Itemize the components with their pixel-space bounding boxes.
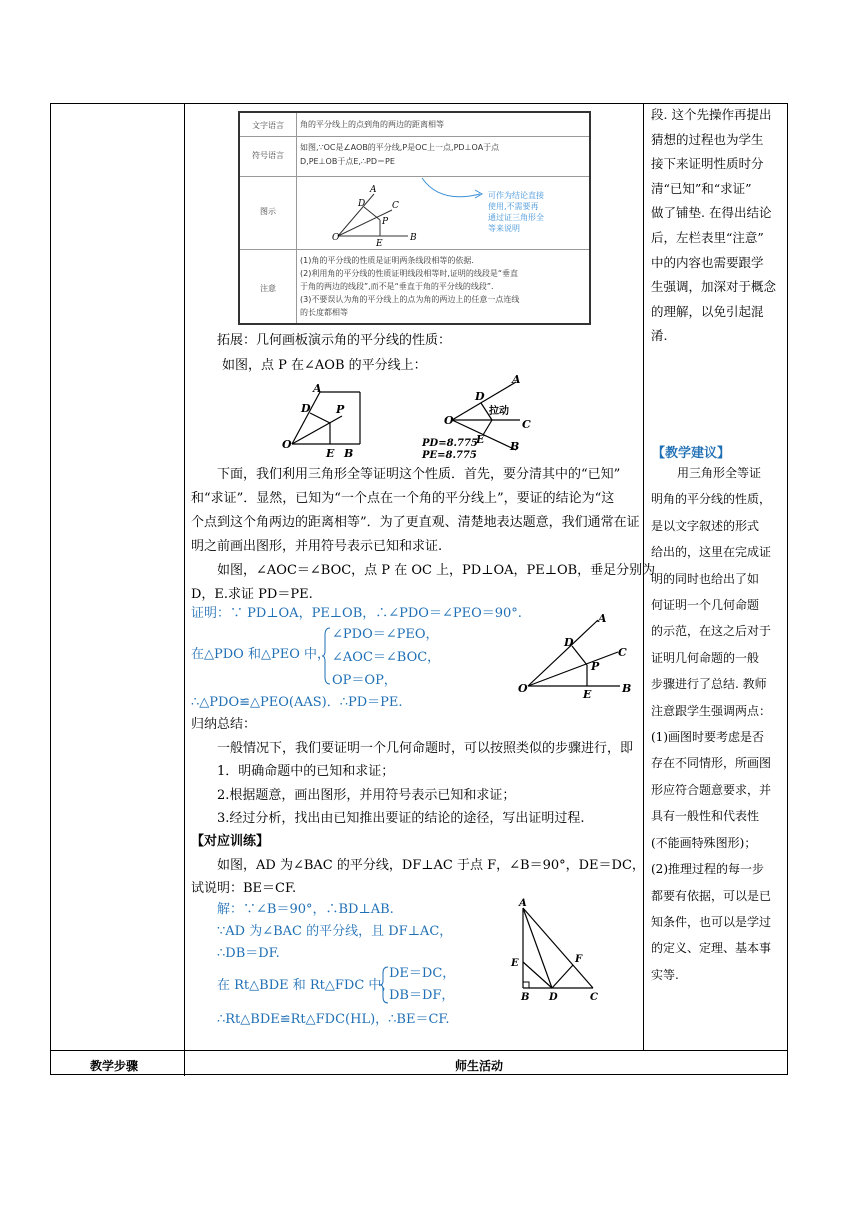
summary-line: 一般情况下，我们要证明一个几何命题时，可以按照类似的步骤进行，即 bbox=[217, 741, 634, 756]
svg-text:B: B bbox=[622, 682, 632, 695]
solution-line: 解：∵∠B＝90°，∴BD⊥AB. bbox=[217, 902, 394, 917]
extension-line: 拓展：几何画板演示角的平分线的性质： bbox=[217, 333, 452, 348]
svg-text:O: O bbox=[444, 414, 454, 427]
svg-text:PE=8.775: PE=8.775 bbox=[422, 450, 477, 461]
solution-line: ∵AD 为∠BAC 的平分线，且 DF⊥AC， bbox=[217, 924, 453, 939]
svg-text:E: E bbox=[583, 688, 592, 701]
proof-sys: ∠PDO＝∠PEO， bbox=[332, 627, 439, 642]
svg-text:拉动: 拉动 bbox=[489, 406, 509, 417]
svg-text:B: B bbox=[410, 233, 417, 243]
svg-text:O: O bbox=[332, 233, 340, 243]
practice-line: 试说明：BE＝CF. bbox=[191, 881, 297, 896]
row-content: (2)利用角的平分线的性质证明线段相等时,证明的线段是“垂直 bbox=[300, 269, 519, 278]
svg-text:C: C bbox=[618, 646, 627, 659]
summary-title: 归纳总结： bbox=[191, 717, 257, 732]
svg-text:E: E bbox=[511, 958, 519, 969]
practice-diagram bbox=[505, 896, 610, 1006]
advice-text: 用三角形全等证 明角的平分线的性质， 是以文字叙述的形式 给出的，这里在完成证 明的同时也给出了如 何证明一个几何命题 的示范，在这之后对于 证明几何命题的一般 步骤进行了总结. 教师 注意跟学生强调两点： (1)画图时要考虑是否 存在不同情形，所画图 形应符合题意要求，并 具有一般性和代表性 (不能画特殊图形)； (2)推理过程的每一步 都要有依据，可以是已 知条件，也可以是学过 的定义、定理、基本事 实等. bbox=[651, 466, 772, 982]
footer-steps: 教学步骤 bbox=[90, 1059, 139, 1073]
row-label: 文字语言 bbox=[252, 121, 284, 130]
figure-intro: 如图，点 P 在∠AOB 的平分线上： bbox=[222, 358, 427, 373]
callout-arrow bbox=[420, 166, 490, 206]
svg-text:P: P bbox=[591, 660, 600, 673]
row-content: D,PE⊥OB于点E,∴PD＝PE bbox=[300, 157, 395, 166]
solution-sys: DE＝DC， bbox=[389, 966, 456, 981]
right-note: 段. 这个先操作再提出 猜想的过程也为学生 接下来证明性质时分 清“已知”和“求证” 做了铺垫. 在得出结论 后，左栏表里“注意” 中的内容也需要跟学 生强调，加深对于概念 的理解，以免引起混 淆. bbox=[651, 107, 777, 344]
proof-end: ∴△PDO≌△PEO(AAS)．∴PD＝PE. bbox=[191, 695, 403, 710]
svg-text:B: B bbox=[510, 440, 520, 453]
svg-text:PD=8.775: PD=8.775 bbox=[422, 438, 478, 449]
summary-line: 1．明确命题中的已知和求证； bbox=[217, 764, 395, 779]
svg-text:A: A bbox=[370, 185, 377, 195]
svg-text:C: C bbox=[590, 992, 598, 1003]
proof-sys: OP＝OP， bbox=[332, 673, 397, 688]
solution-sys: DB＝DF， bbox=[389, 988, 455, 1003]
svg-text:E: E bbox=[326, 447, 335, 460]
solution-line: ∴DB＝DF. bbox=[217, 946, 280, 961]
practice-title: 【对应训练】 bbox=[191, 834, 270, 849]
row-content: 如图,∵OC是∠AOB的平分线,P是OC上一点,PD⊥OA于点 bbox=[300, 143, 500, 152]
summary-line: 2.根据题意，画出图形，并用符号表示已知和求证； bbox=[217, 788, 516, 803]
geometry-sketchpad-figures bbox=[280, 373, 580, 461]
paragraph-line: D，E.求证 PD＝PE. bbox=[191, 587, 313, 602]
svg-text:E: E bbox=[376, 239, 383, 249]
svg-text:O: O bbox=[518, 682, 528, 695]
footer-divider bbox=[51, 1050, 787, 1051]
row-content: 的长度都相等 bbox=[300, 308, 348, 317]
brace bbox=[322, 627, 332, 685]
footer-activities: 师生活动 bbox=[455, 1059, 504, 1073]
svg-text:B: B bbox=[344, 447, 354, 460]
callout-text: 可作为结论直接 使用,不需要再 通过证三角形全 等来说明 bbox=[488, 191, 544, 233]
svg-text:A: A bbox=[598, 612, 607, 625]
row-content: 角的平分线上的点到角的两边的距离相等 bbox=[300, 120, 444, 129]
proof-diagram bbox=[512, 608, 637, 701]
svg-text:A: A bbox=[512, 373, 521, 386]
svg-text:C: C bbox=[392, 201, 399, 211]
proof-sys: ∠AOC＝∠BOC， bbox=[332, 650, 441, 665]
summary-line: 3.经过分析，找出由已知推出要证的结论的途径，写出证明过程. bbox=[217, 811, 585, 826]
label-O: O bbox=[282, 438, 292, 451]
property-summary-table bbox=[238, 111, 591, 325]
svg-text:A: A bbox=[313, 382, 322, 395]
svg-text:C: C bbox=[522, 418, 531, 431]
solution-end: ∴Rt△BDE≌Rt△FDC(HL)，∴BE＝CF. bbox=[217, 1012, 450, 1027]
svg-text:A: A bbox=[519, 898, 527, 909]
svg-text:P: P bbox=[336, 403, 345, 416]
svg-text:P: P bbox=[382, 217, 389, 227]
paragraph-line: 个点到这个角两边的距离相等”．为了更直观、清楚地表达题意，我们通常在证 bbox=[191, 515, 640, 530]
solution-in: 在 Rt△BDE 和 Rt△FDC 中， bbox=[217, 978, 395, 993]
paragraph-line: 下面，我们利用三角形全等证明这个性质．首先，要分清其中的“已知” bbox=[217, 467, 621, 482]
bisector-diagram-small bbox=[330, 180, 420, 249]
svg-text:D: D bbox=[358, 199, 366, 209]
row-content: (3)不要误认为角的平分线上的点为角的两边上的任意一点连线 bbox=[300, 295, 520, 304]
svg-text:F: F bbox=[575, 954, 583, 965]
svg-text:D: D bbox=[301, 402, 311, 415]
proof-line: 证明：∵ PD⊥OA，PE⊥OB，∴∠PDO＝∠PEO＝90°. bbox=[191, 606, 522, 621]
row-label: 图示 bbox=[260, 207, 276, 216]
row-content: (1)角的平分线的性质是证明两条线段相等的依据. bbox=[300, 256, 474, 265]
proof-in: 在△PDO 和△PEO 中， bbox=[191, 647, 330, 662]
svg-text:D: D bbox=[549, 992, 558, 1003]
column-divider-left bbox=[184, 104, 185, 1076]
practice-line: 如图，AD 为∠BAC 的平分线，DF⊥AC 于点 F，∠B＝90°，DE＝DC， bbox=[217, 858, 645, 873]
advice-title: 【教学建议】 bbox=[652, 446, 731, 461]
row-content: 于角的两边的线段”,而不是“垂直于角的平分线的线段”. bbox=[300, 282, 494, 291]
svg-text:D: D bbox=[475, 390, 485, 403]
row-label: 符号语言 bbox=[252, 151, 284, 160]
svg-text:B: B bbox=[521, 992, 530, 1003]
row-label: 注意 bbox=[260, 284, 276, 293]
paragraph-line: 明之前画出图形，并用符号表示已知和求证. bbox=[191, 539, 443, 554]
svg-text:E: E bbox=[476, 433, 485, 446]
paragraph-line: 如图，∠AOC＝∠BOC，点 P 在 OC 上，PD⊥OA，PE⊥OB，垂足分别为 bbox=[217, 563, 656, 578]
paragraph-line: 和“求证”．显然，已知为“一个点在一个角的平分线上”，要证的结论为“这 bbox=[191, 491, 615, 506]
svg-text:D: D bbox=[564, 636, 574, 649]
